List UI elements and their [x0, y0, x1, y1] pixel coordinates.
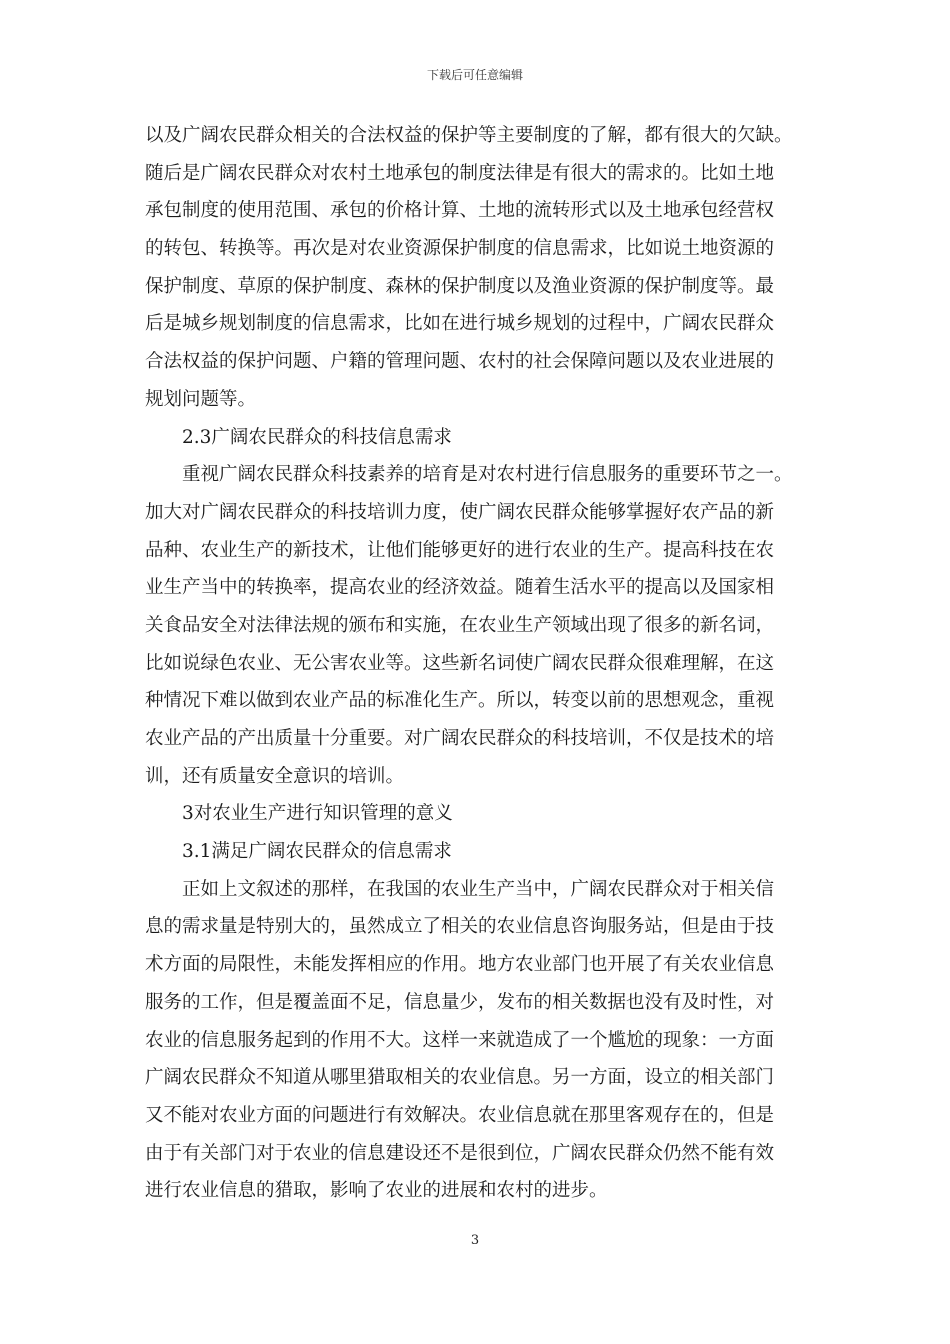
page-number: 3	[470, 1233, 480, 1248]
body-line: 关食品安全对法律法规的颁布和实施，在农业生产领域出现了很多的新名词，	[145, 614, 775, 636]
paragraph-first-line: 重视广阔农民群众科技素养的培育是对农村进行信息服务的重要环节之一。	[182, 464, 793, 486]
body-line: 承包制度的使用范围、承包的价格计算、土地的流转形式以及土地承包经营权	[145, 200, 775, 222]
body-line: 农业的信息服务起到的作用不大。这样一来就造成了一个尴尬的现象：一方面	[145, 1029, 775, 1051]
body-line: 的转包、转换等。再次是对农业资源保护制度的信息需求，比如说土地资源的	[145, 238, 775, 260]
body-line: 品种、农业生产的新技术，让他们能够更好的进行农业的生产。提高科技在农	[145, 539, 775, 561]
body-line: 比如说绿色农业、无公害农业等。这些新名词使广阔农民群众很难理解，在这	[145, 652, 775, 674]
subsection-heading: 3.1满足广阔农民群众的信息需求	[182, 841, 452, 863]
page-header: 下载后可任意编辑	[426, 68, 523, 82]
body-line: 种情况下难以做到农业产品的标准化生产。所以，转变以前的思想观念，重视	[145, 690, 775, 712]
body-line: 又不能对农业方面的问题进行有效解决。农业信息就在那里客观存在的，但是	[145, 1104, 775, 1126]
body-line: 广阔农民群众不知道从哪里猎取相关的农业信息。另一方面，设立的相关部门	[145, 1067, 775, 1089]
body-line: 术方面的局限性，未能发挥相应的作用。地方农业部门也开展了有关农业信息	[145, 954, 775, 976]
body-line: 后是城乡规划制度的信息需求，比如在进行城乡规划的过程中，广阔农民群众	[145, 313, 775, 335]
body-line: 合法权益的保护问题、户籍的管理问题、农村的社会保障问题以及农业进展的	[145, 351, 775, 373]
section-heading: 2.3广阔农民群众的科技信息需求	[182, 426, 452, 448]
body-line: 加大对广阔农民群众的科技培训力度，使广阔农民群众能够掌握好农产品的新	[145, 501, 775, 523]
section-heading: 3对农业生产进行知识管理的意义	[182, 803, 453, 825]
document-body	[145, 117, 809, 1210]
body-line: 由于有关部门对于农业的信息建设还不是很到位，广阔农民群众仍然不能有效	[145, 1142, 775, 1164]
body-line: 训，还有质量安全意识的培训。	[145, 765, 405, 787]
body-line: 随后是广阔农民群众对农村土地承包的制度法律是有很大的需求的。比如土地	[145, 162, 775, 184]
body-line: 业生产当中的转换率，提高农业的经济效益。随着生活水平的提高以及国家相	[145, 577, 775, 599]
body-line: 农业产品的产出质量十分重要。对广阔农民群众的科技培训，不仅是技术的培	[145, 728, 775, 749]
paragraph-first-line: 正如上文叙述的那样，在我国的农业生产当中，广阔农民群众对于相关信	[182, 878, 775, 900]
body-line: 规划问题等。	[145, 388, 257, 410]
body-line: 以及广阔农民群众相关的合法权益的保护等主要制度的了解，都有很大的欠缺。	[145, 125, 793, 146]
body-line: 进行农业信息的猎取，影响了农业的进展和农村的进步。	[145, 1180, 608, 1202]
body-line: 服务的工作，但是覆盖面不足，信息量少，发布的相关数据也没有及时性，对	[145, 991, 775, 1013]
body-line: 息的需求量是特别大的，虽然成立了相关的农业信息咨询服务站，但是由于技	[145, 916, 775, 938]
body-line: 保护制度、草原的保护制度、森林的保护制度以及渔业资源的保护制度等。最	[145, 275, 775, 297]
